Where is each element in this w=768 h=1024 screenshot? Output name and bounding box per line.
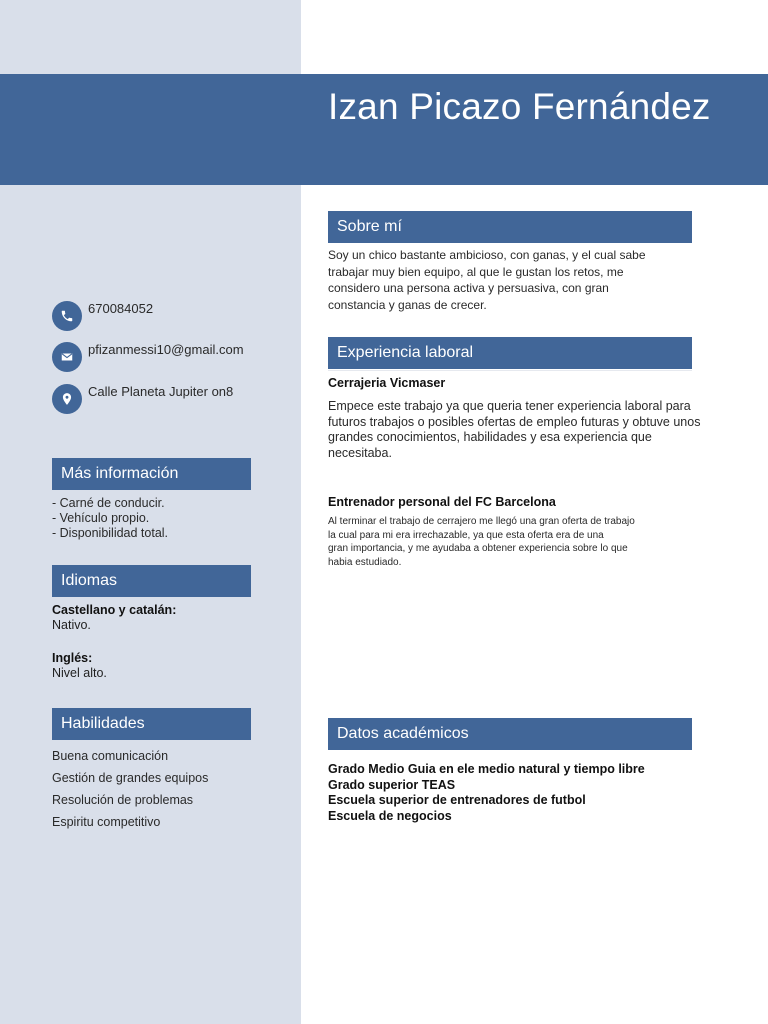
mas-informacion-heading: Más información bbox=[52, 458, 251, 490]
list-item: - Disponibilidad total. bbox=[52, 526, 169, 540]
text-line: Empece este trabajo ya que queria tener experiencia laboral para bbox=[328, 399, 691, 413]
text-line: Al terminar el trabajo de cerrajero me llegó una gran oferta de trabajo bbox=[328, 516, 635, 527]
full-name: Izan Picazo Fernández bbox=[328, 86, 711, 127]
job-title: Cerrajeria Vicmaser bbox=[328, 376, 446, 390]
list-item: Gestión de grandes equipos bbox=[52, 771, 209, 785]
job-description bbox=[328, 515, 635, 569]
contact-phone bbox=[52, 301, 153, 331]
divider bbox=[328, 370, 692, 371]
habilidades-heading: Habilidades bbox=[52, 708, 251, 740]
location-pin-icon bbox=[52, 384, 82, 414]
list-item: Grado Medio Guia en ele medio natural y tiempo libre bbox=[328, 762, 645, 776]
address: Calle Planeta Jupiter on8 bbox=[88, 384, 234, 399]
list-item: Grado superior TEAS bbox=[328, 777, 456, 792]
list-item: Escuela de negocios bbox=[328, 808, 452, 823]
contact-address bbox=[52, 384, 233, 414]
text-line: trabajar muy bien equipo, al que le gustan los retos, me bbox=[328, 264, 624, 279]
list-item: Espiritu competitivo bbox=[52, 815, 161, 829]
idiomas-heading: Idiomas bbox=[52, 565, 251, 597]
text-line: la cual para mi era irrechazable, ya que esta oferta era de una bbox=[328, 529, 604, 541]
datos-academicos-heading: Datos académicos bbox=[328, 718, 692, 750]
list-item: Resolución de problemas bbox=[52, 793, 194, 807]
language-label: Castellano y catalán: bbox=[52, 603, 177, 617]
language-entry bbox=[52, 651, 107, 680]
list-item: Escuela superior de entrenadores de futbol bbox=[328, 793, 586, 808]
job-title: Entrenador personal del FC Barcelona bbox=[328, 495, 556, 509]
datos-academicos-list bbox=[328, 762, 645, 824]
experiencia-heading: Experiencia laboral bbox=[328, 337, 692, 369]
mail-icon bbox=[52, 342, 82, 372]
phone-number: 670084052 bbox=[88, 301, 154, 316]
sobre-mi-text bbox=[328, 247, 646, 313]
list-item: - Vehículo propio. bbox=[52, 511, 150, 525]
text-line: Soy un chico bastante ambicioso, con ganas, y el cual sabe bbox=[328, 248, 646, 262]
mas-informacion-list bbox=[52, 496, 168, 541]
contact-email bbox=[52, 342, 244, 372]
job-description bbox=[328, 399, 700, 461]
language-entry bbox=[52, 603, 176, 632]
habilidades-list bbox=[52, 749, 208, 837]
text-line: grandes conocimientos, habilidades y esa experiencia que bbox=[328, 430, 652, 444]
text-line: considero una persona activa y persuasiva, con gran bbox=[328, 281, 609, 295]
text-line: futuros trabajos o posibles ofertas de empleo futuras y obtuve unos bbox=[328, 414, 701, 429]
sobre-mi-heading: Sobre mí bbox=[328, 211, 692, 243]
text-line: necesitaba. bbox=[328, 445, 392, 460]
text-line: constancia y ganas de crecer. bbox=[328, 297, 487, 312]
text-line: habia estudiado. bbox=[328, 556, 402, 568]
list-item: - Carné de conducir. bbox=[52, 496, 165, 510]
text-line: gran importancia, y me ayudaba a obtener experiencia sobre lo que bbox=[328, 543, 628, 554]
email-address: pfizanmessi10@gmail.com bbox=[88, 342, 244, 357]
phone-icon bbox=[52, 301, 82, 331]
language-label: Inglés: bbox=[52, 651, 93, 665]
language-level: Nativo. bbox=[52, 617, 91, 632]
language-level: Nivel alto. bbox=[52, 665, 107, 680]
list-item: Buena comunicación bbox=[52, 749, 169, 763]
